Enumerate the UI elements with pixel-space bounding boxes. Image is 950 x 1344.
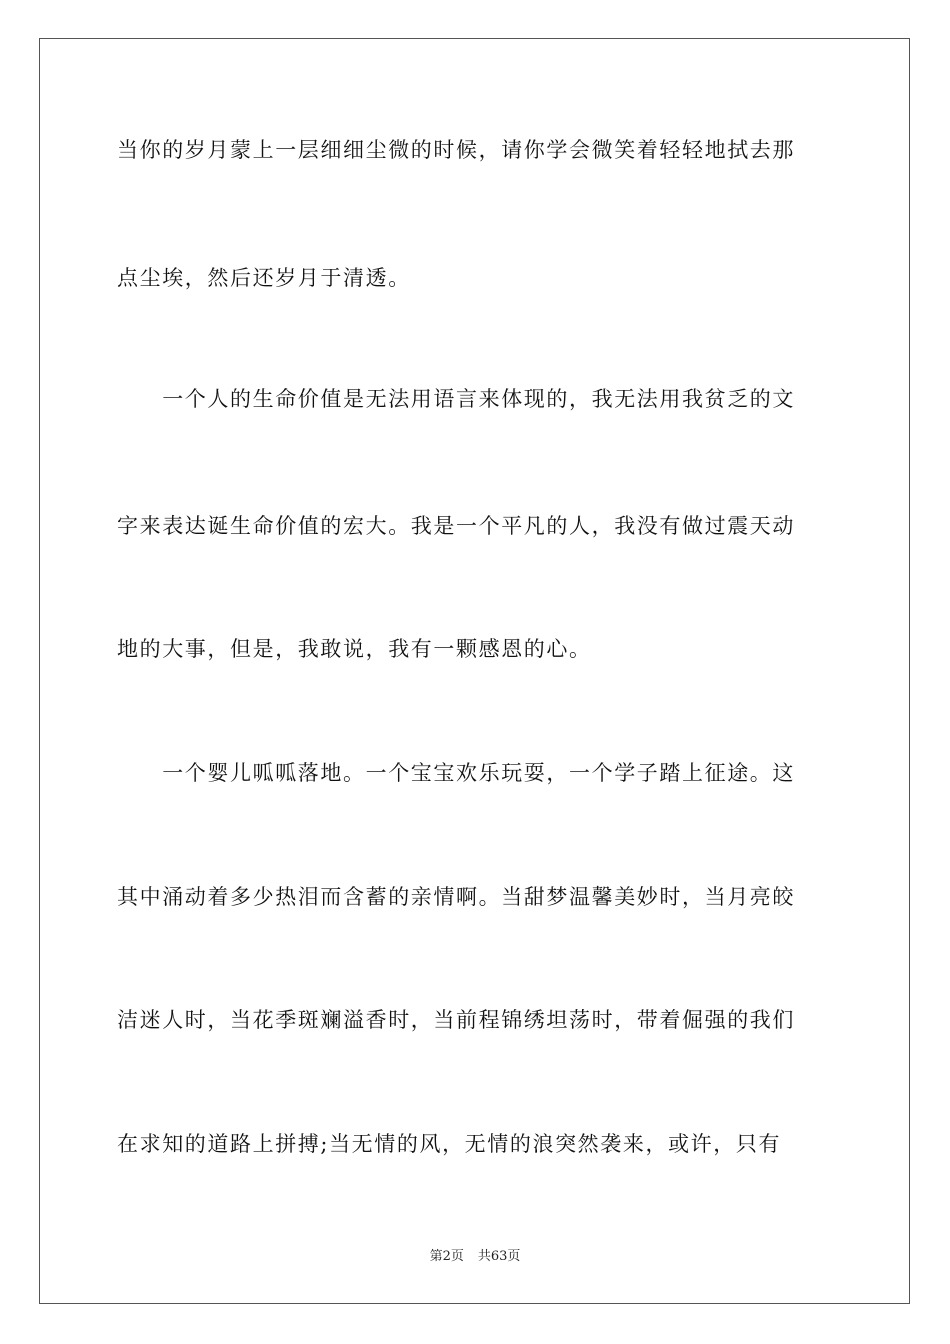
page-footer bbox=[0, 1248, 950, 1266]
page-frame bbox=[39, 38, 910, 1304]
page-total: 共63页 bbox=[477, 1249, 521, 1264]
body-line: 洁迷人时，当花季斑斓溢香时，当前程锦绣坦荡时，带着倔强的我们 bbox=[117, 1008, 795, 1032]
body-line: 地的大事，但是，我敢说，我有一颗感恩的心。 bbox=[117, 637, 592, 661]
body-line: 一个人的生命价值是无法用语言来体现的，我无法用我贫乏的文 bbox=[117, 387, 795, 411]
body-line: 点尘埃，然后还岁月于清透。 bbox=[117, 266, 411, 290]
body-line: 字来表达诞生命价值的宏大。我是一个平凡的人，我没有做过震天动 bbox=[117, 514, 795, 538]
body-line: 在求知的道路上拼搏;当无情的风，无情的浪突然袭来，或许，只有 bbox=[117, 1132, 782, 1156]
body-line: 一个婴儿呱呱落地。一个宝宝欢乐玩耍，一个学子踏上征途。这 bbox=[117, 761, 795, 785]
body-line: 其中涌动着多少热泪而含蓄的亲情啊。当甜梦温馨美妙时，当月亮皎 bbox=[117, 885, 795, 909]
body-line: 当你的岁月蒙上一层细细尘微的时候，请你学会微笑着轻轻地拭去那 bbox=[117, 138, 795, 162]
page-number: 第2页 bbox=[429, 1249, 464, 1264]
